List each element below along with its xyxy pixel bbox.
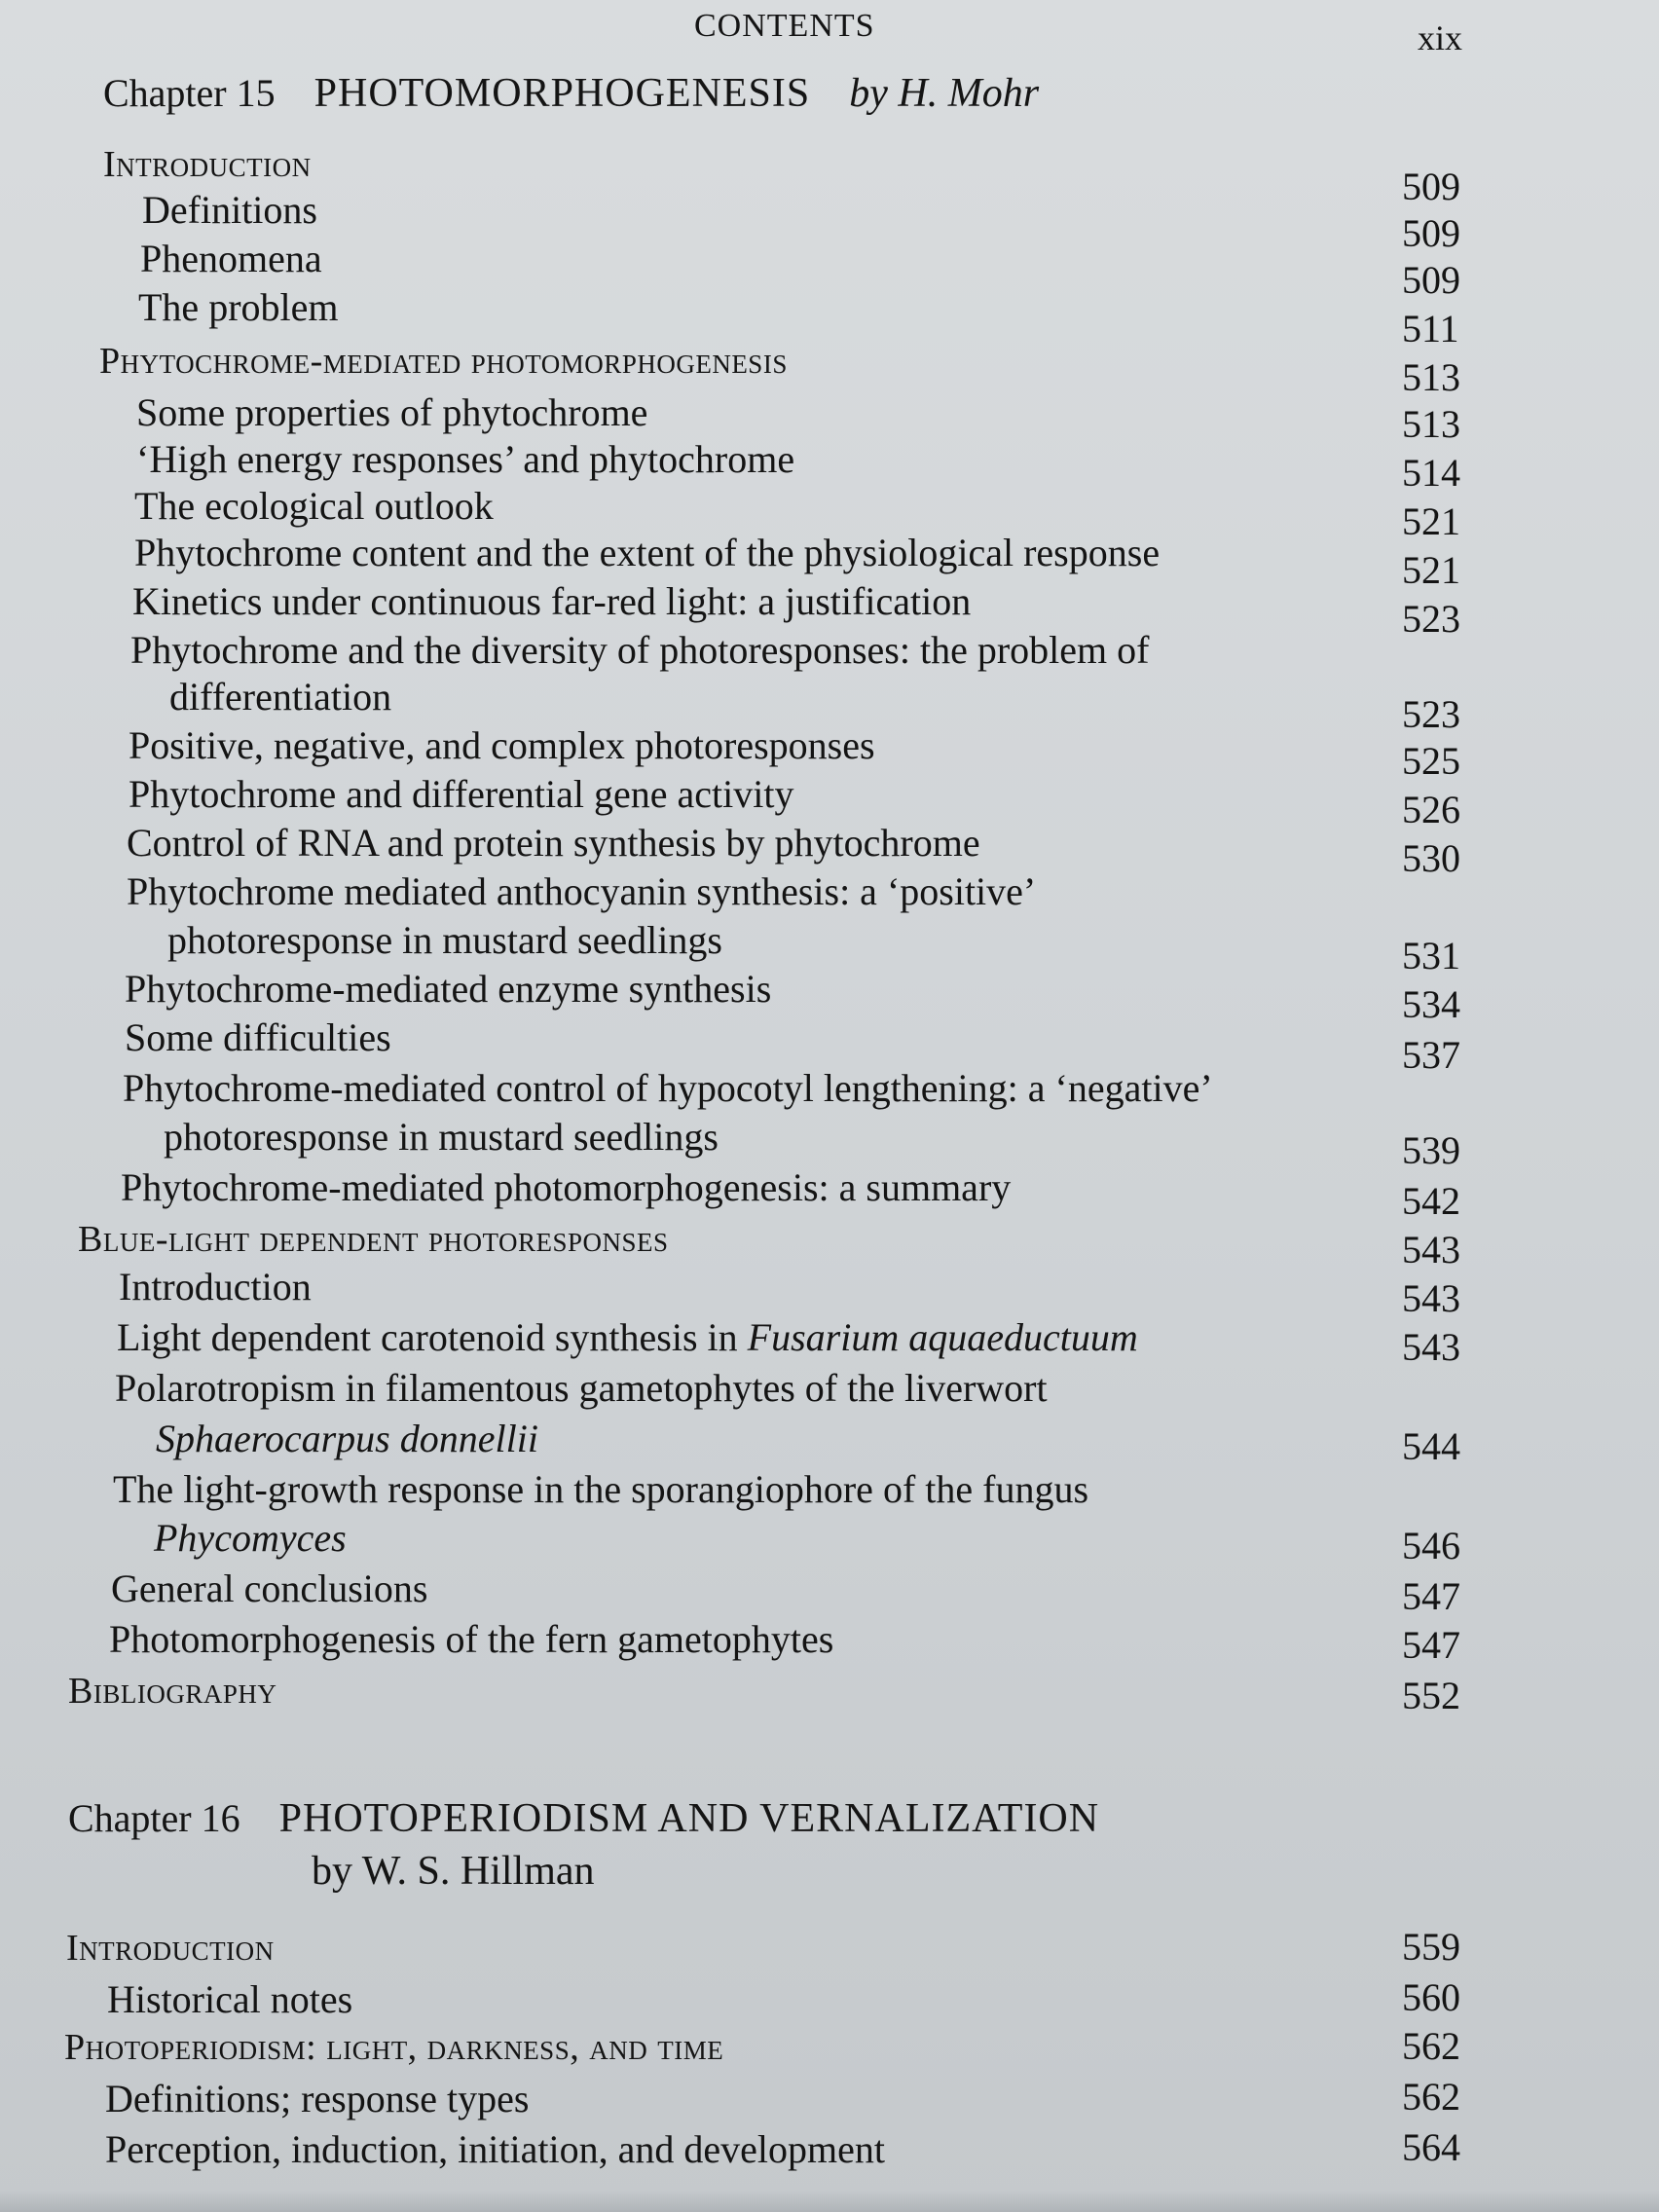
toc-page-number: 543 [1402,1276,1460,1320]
toc-page-number: 543 [1402,1228,1460,1272]
toc-page-number: 526 [1402,788,1460,831]
toc-page-number: 537 [1402,1033,1460,1077]
toc-entry: The ecological outlook [134,484,494,528]
chapter-16-heading [68,1795,1099,1842]
toc-page-number: 562 [1402,2024,1460,2068]
toc-page-number: 539 [1402,1128,1460,1172]
toc-page-number: 543 [1402,1325,1460,1369]
toc-entry: The problem [138,285,339,329]
toc-entry: Photomorphogenesis of the fern gametophytes [109,1617,834,1661]
toc-section-title: Introduction [103,144,312,185]
toc-page-number: 525 [1402,739,1460,783]
toc-section-title: Photoperiodism: light, darkness, and time [64,2027,724,2068]
toc-entry: Phytochrome-mediated photomorphogenesis: a summary [121,1165,1012,1209]
toc-entry: Phenomena [140,237,322,280]
toc-page-number: 547 [1402,1574,1460,1618]
running-head: CONTENTS [694,8,875,44]
toc-entry: Perception, induction, initiation, and development [105,2127,885,2171]
toc-page-number: 542 [1402,1179,1460,1223]
toc-page-number: 521 [1402,548,1460,592]
toc-entry: Positive, negative, and complex photoresponses [129,723,875,767]
chapter-16-author: by W. S. Hillman [312,1849,595,1894]
toc-page-number: 509 [1402,165,1460,208]
toc-entry: Introduction [119,1265,312,1309]
toc-entry-continuation: differentiation [169,675,392,719]
toc-entry: Definitions; response types [105,2077,530,2120]
toc-entry-italic: Phycomyces [154,1516,347,1560]
toc-entry: Definitions [142,188,317,232]
toc-entry: Phytochrome-mediated control of hypocotyl lengthening: a ‘negative’ [123,1066,1213,1110]
toc-entry: Phytochrome and differential gene activity [129,772,794,816]
toc-entry: Phytochrome content and the extent of the physiological response [134,531,1161,574]
toc-entry: Polarotropism in filamentous gametophytes of the liverwort [115,1366,1048,1410]
toc-entry: Phytochrome and the diversity of photoresponses: the problem of [130,628,1150,672]
toc-entry-continuation: photoresponse in mustard seedlings [167,918,722,962]
toc-entry: Phytochrome mediated anthocyanin synthesis: a ‘positive’ [127,869,1037,913]
toc-page-number: 552 [1402,1674,1460,1717]
toc-page-number: 544 [1402,1424,1460,1468]
chapter-15-heading [103,70,1039,117]
toc-page-number: 521 [1402,499,1460,543]
toc-entry: Kinetics under continuous far-red light: a justification [132,579,972,623]
toc-page-number: 564 [1402,2125,1460,2169]
toc-page-number: 514 [1402,451,1460,495]
chapter-15-author: by H. Mohr [849,71,1040,116]
toc-entry: Some difficulties [125,1015,391,1059]
toc-page-number: 523 [1402,692,1460,736]
toc-page-number: 509 [1402,258,1460,302]
page-bottom-shadow [0,2191,1659,2212]
toc-section-title: Blue-light dependent photoresponses [78,1219,669,1260]
toc-page-number: 546 [1402,1524,1460,1567]
toc-entry: General conclusions [111,1567,428,1610]
toc-section-title: Introduction [66,1928,275,1969]
toc-entry [117,1315,1138,1359]
toc-entry: Phytochrome-mediated enzyme synthesis [125,967,772,1011]
toc-page-number: 559 [1402,1925,1460,1969]
toc-page-number: 513 [1402,355,1460,399]
chapter-16-label: Chapter 16 [68,1796,240,1840]
toc-page-number: 534 [1402,982,1460,1026]
page-number: xix [1418,18,1463,57]
chapter-16-title: PHOTOPERIODISM AND VERNALIZATION [278,1796,1100,1841]
chapter-15-label: Chapter 15 [103,71,276,115]
toc-section-title: Phytochrome-mediated photomorphogenesis [99,341,788,382]
toc-entry-italic: Sphaerocarpus donnellii [156,1417,538,1460]
toc-entry: The light-growth response in the sporangiophore of the fungus [113,1467,1089,1511]
toc-entry-italic: Fusarium aquaeductuum [747,1315,1138,1359]
toc-page-number: 513 [1402,402,1460,446]
toc-page-number: 560 [1402,1975,1460,2019]
toc-section-title: Bibliography [68,1671,277,1712]
toc-entry: ‘High energy responses’ and phytochrome [136,437,795,481]
toc-page-number: 547 [1402,1623,1460,1667]
toc-entry-continuation: photoresponse in mustard seedlings [164,1115,719,1159]
toc-page-number: 511 [1402,307,1459,350]
toc-entry: Historical notes [107,1977,353,2021]
toc-page-number: 562 [1402,2075,1460,2119]
toc-entry: Some properties of phytochrome [136,390,648,434]
toc-entry-text: Light dependent carotenoid synthesis in [117,1315,748,1359]
toc-page-number: 509 [1402,211,1460,255]
toc-entry: Control of RNA and protein synthesis by phytochrome [127,821,980,865]
toc-page-number: 523 [1402,597,1460,641]
toc-page-number: 530 [1402,836,1460,880]
toc-page-number: 531 [1402,934,1460,977]
chapter-15-title: PHOTOMORPHOGENESIS [313,71,811,116]
